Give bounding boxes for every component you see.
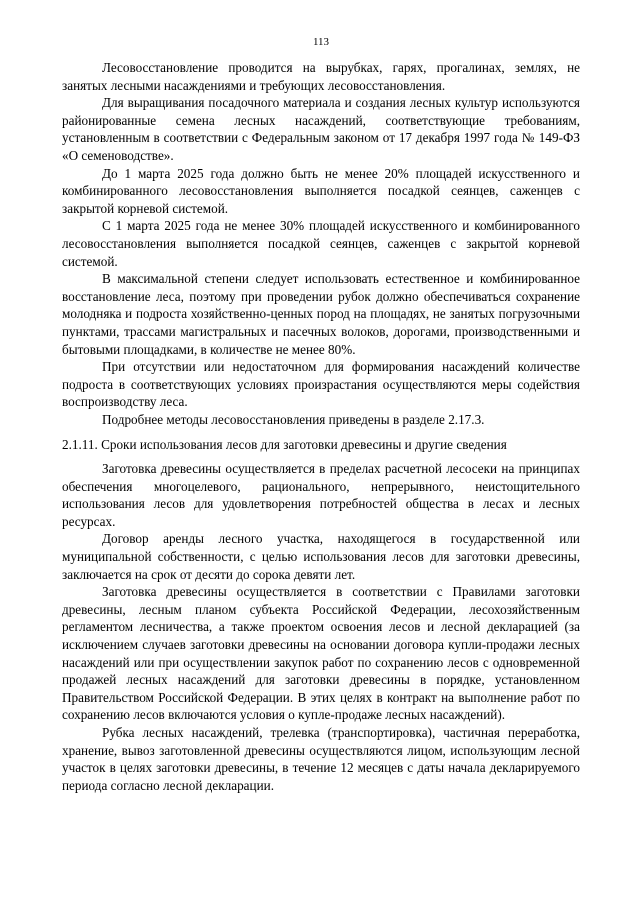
paragraph: Для выращивания посадочного материала и создания лесных культур используются районированные семена лесных насаждений, соответствующие требованиям, установленным в соответствии с Федеральным законом от 17 декабря 1997 года № 149-ФЗ «О семеноводстве».: [62, 95, 580, 163]
page-number: 113: [312, 36, 330, 48]
paragraph: Подробнее методы лесовосстановления приведены в разделе 2.17.3.: [102, 411, 485, 427]
paragraph: Заготовка древесины осуществляется в соответствии с Правилами заготовки древесины, лесным планом субъекта Российской Федерации, лесохозяйственным регламентом лесничества, а также проектом освоения лесов и лесной декларацией (за исключением случаев заготовки древесины на основании договора купли-продажи лесных насаждений или при осуществлении закупок работ по сохранению лесов с одновременной продажей лесных насаждений для заготовки древесины в порядке, установленном Правительством Российской Федерации. В этих целях в контракт на выполнение работ по сохранению лесов включаются условия о купле-продаже лесных насаждений).: [62, 584, 580, 723]
paragraph: При отсутствии или недостаточном для формирования насаждений количестве подроста в соответствующих условиях произрастания осуществляются меры содействия воспроизводству леса.: [62, 359, 580, 410]
paragraph: До 1 марта 2025 года должно быть не менее 20% площадей искусственного и комбинированного лесовосстановления выполняется посадкой сеянцев, саженцев с закрытой корневой системой.: [62, 165, 580, 216]
paragraph: С 1 марта 2025 года не менее 30% площадей искусственного и комбинированного лесовосстановления выполняется посадкой сеянцев, саженцев с закрытой корневой системой.: [62, 218, 580, 269]
paragraph: Заготовка древесины осуществляется в пределах расчетной лесосеки на принципах обеспечения многоцелевого, рационального, непрерывного, неистощительного использования лесов для удовлетворения потребностей общества в лесах и лесных ресурсах.: [62, 461, 580, 529]
paragraph: Лесовосстановление проводится на вырубках, гарях, прогалинах, землях, не занятых лесными насаждениями и требующих лесовосстановления.: [62, 60, 580, 93]
section-heading: 2.1.11. Сроки использования лесов для заготовки древесины и другие сведения: [62, 437, 507, 453]
paragraph: Рубка лесных насаждений, трелевка (транспортировка), частичная переработка, хранение, вывоз заготовленной древесины осуществляются лицом, использующим лесной участок в целях заготовки древесины, в течение 12 месяцев с даты начала декларируемого периода согласно лесной декларации.: [62, 724, 580, 793]
paragraph: Договор аренды лесного участка, находящегося в государственной или муниципальной собственности, с целью использования лесов для заготовки древесины, заключается на срок от десяти до сорока девяти лет.: [62, 531, 580, 582]
paragraph: В максимальной степени следует использовать естественное и комбинированное восстановление леса, поэтому при проведении рубок должно обеспечиваться сохранение молодняка и подроста хозяйственно-ценных пород на площадях, не занятых погрузочными пунктами, трассами магистральных и пасечных волоков, дорогами, производственными и бытовыми площадками, в количестве не менее 80%.: [62, 271, 580, 357]
